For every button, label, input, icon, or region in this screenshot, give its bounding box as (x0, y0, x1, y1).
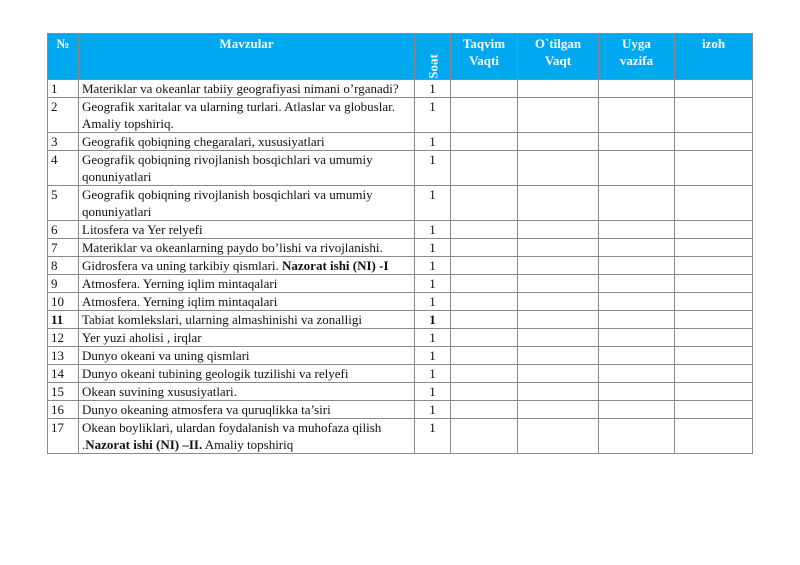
table-row (48, 329, 753, 347)
topic-text: Litosfera va Yer relyefi (82, 222, 203, 237)
row-notes (675, 133, 753, 151)
row-passed-time (518, 257, 599, 275)
topic-after-text: Amaliy topshiriq (202, 437, 294, 452)
row-calendar-time (451, 98, 518, 133)
row-passed-time (518, 98, 599, 133)
table-row (48, 347, 753, 365)
row-number: 3 (48, 133, 79, 151)
row-hours: 1 (415, 419, 451, 454)
table-row (48, 401, 753, 419)
row-number: 11 (48, 311, 79, 329)
row-calendar-time (451, 419, 518, 454)
row-notes (675, 383, 753, 401)
row-hours: 1 (415, 347, 451, 365)
row-notes (675, 365, 753, 383)
row-calendar-time (451, 293, 518, 311)
header-homework-line2: vazifa (619, 53, 654, 68)
table-row (48, 98, 753, 133)
row-number: 6 (48, 221, 79, 239)
table-row (48, 186, 753, 221)
row-passed-time (518, 311, 599, 329)
row-topic (79, 186, 415, 221)
row-topic (79, 221, 415, 239)
row-calendar-time (451, 383, 518, 401)
row-passed-time (518, 347, 599, 365)
topic-text: Materiklar va okeanlar tabiiy geografiyasi nimani o’rganadi? (82, 81, 399, 96)
row-hours: 1 (415, 257, 451, 275)
row-topic (79, 401, 415, 419)
row-notes (675, 257, 753, 275)
row-number: 7 (48, 239, 79, 257)
row-calendar-time (451, 239, 518, 257)
topic-text: Okean boyliklari, ulardan foydalanish va muhofaza qilish . (82, 420, 382, 452)
row-topic (79, 239, 415, 257)
row-topic (79, 419, 415, 454)
table-row (48, 365, 753, 383)
row-calendar-time (451, 347, 518, 365)
row-notes (675, 151, 753, 186)
row-notes (675, 419, 753, 454)
table-row (48, 383, 753, 401)
row-calendar-time (451, 275, 518, 293)
row-topic (79, 293, 415, 311)
row-calendar-time (451, 221, 518, 239)
table-row (48, 419, 753, 454)
row-notes (675, 329, 753, 347)
row-hours: 1 (415, 365, 451, 383)
row-topic (79, 383, 415, 401)
table-row (48, 221, 753, 239)
row-hours: 1 (415, 98, 451, 133)
row-topic (79, 311, 415, 329)
header-homework-line1: Uyga (622, 36, 651, 51)
row-calendar-time (451, 186, 518, 221)
row-passed-time (518, 275, 599, 293)
row-number: 8 (48, 257, 79, 275)
header-row (48, 34, 753, 80)
row-passed-time (518, 133, 599, 151)
header-homework (599, 34, 675, 80)
row-notes (675, 347, 753, 365)
table-row (48, 293, 753, 311)
row-notes (675, 311, 753, 329)
row-homework (599, 275, 675, 293)
row-topic (79, 257, 415, 275)
row-calendar-time (451, 80, 518, 98)
table-row (48, 133, 753, 151)
row-homework (599, 401, 675, 419)
row-calendar-time (451, 401, 518, 419)
row-homework (599, 80, 675, 98)
row-hours: 1 (415, 221, 451, 239)
row-passed-time (518, 221, 599, 239)
row-calendar-time (451, 151, 518, 186)
row-calendar-time (451, 311, 518, 329)
row-homework (599, 151, 675, 186)
row-number: 13 (48, 347, 79, 365)
lesson-plan-table (47, 33, 753, 454)
row-homework (599, 329, 675, 347)
row-topic (79, 98, 415, 133)
row-number: 9 (48, 275, 79, 293)
topic-bold-text: Nazorat ishi (NI) -I (282, 258, 389, 273)
topic-text: Okean suvining xususiyatlari. (82, 384, 237, 399)
topic-text: Dunyo okeani va uning qismlari (82, 348, 250, 363)
row-topic (79, 151, 415, 186)
row-topic (79, 275, 415, 293)
row-passed-time (518, 293, 599, 311)
topic-bold-text: Nazorat ishi (NI) –II. (85, 437, 203, 452)
row-hours: 1 (415, 311, 451, 329)
row-hours: 1 (415, 401, 451, 419)
row-hours: 1 (415, 329, 451, 347)
header-notes: izoh (675, 34, 753, 80)
row-number: 5 (48, 186, 79, 221)
header-number: № (48, 34, 79, 80)
row-number: 15 (48, 383, 79, 401)
row-passed-time (518, 329, 599, 347)
header-passed-time (518, 34, 599, 80)
row-notes (675, 401, 753, 419)
row-number: 16 (48, 401, 79, 419)
row-passed-time (518, 365, 599, 383)
topic-text: Materiklar va okeanlarning paydo bo’lishi va rivojlanishi. (82, 240, 383, 255)
row-topic (79, 329, 415, 347)
row-hours: 1 (415, 151, 451, 186)
row-topic (79, 365, 415, 383)
row-homework (599, 221, 675, 239)
row-calendar-time (451, 365, 518, 383)
row-calendar-time (451, 133, 518, 151)
row-homework (599, 311, 675, 329)
row-homework (599, 293, 675, 311)
topic-text: Geografik xaritalar va ularning turlari. Atlaslar va globuslar. Amaliy topshiriq. (82, 99, 395, 131)
topic-text: Geografik qobiqning chegaralari, xususiyatlari (82, 134, 325, 149)
row-topic (79, 80, 415, 98)
row-topic (79, 347, 415, 365)
topic-text: Atmosfera. Yerning iqlim mintaqalari (82, 276, 278, 291)
table-row (48, 275, 753, 293)
header-calendar-line2: Vaqti (469, 53, 499, 68)
row-number: 1 (48, 80, 79, 98)
row-number: 4 (48, 151, 79, 186)
row-passed-time (518, 239, 599, 257)
row-calendar-time (451, 329, 518, 347)
topic-text: Dunyo okeani tubining geologik tuzilishi va relyefi (82, 366, 349, 381)
row-hours: 1 (415, 293, 451, 311)
row-hours: 1 (415, 80, 451, 98)
row-homework (599, 257, 675, 275)
row-number: 12 (48, 329, 79, 347)
row-notes (675, 80, 753, 98)
row-passed-time (518, 401, 599, 419)
row-homework (599, 186, 675, 221)
header-passed-line1: O`tilgan (534, 36, 582, 51)
row-notes (675, 186, 753, 221)
row-homework (599, 98, 675, 133)
row-calendar-time (451, 257, 518, 275)
row-hours: 1 (415, 275, 451, 293)
row-notes (675, 239, 753, 257)
header-calendar-line1: Taqvim (462, 36, 506, 51)
topic-text: Gidrosfera va uning tarkibiy qismlari. (82, 258, 283, 273)
header-hours-label: Soat (425, 54, 440, 79)
row-passed-time (518, 383, 599, 401)
table-row (48, 239, 753, 257)
row-number: 10 (48, 293, 79, 311)
row-hours: 1 (415, 383, 451, 401)
row-homework (599, 133, 675, 151)
row-homework (599, 239, 675, 257)
row-homework (599, 383, 675, 401)
row-hours: 1 (415, 133, 451, 151)
row-topic (79, 133, 415, 151)
row-hours: 1 (415, 239, 451, 257)
row-notes (675, 98, 753, 133)
topic-text: Geografik qobiqning rivojlanish bosqichlari va umumiy qonuniyatlari (82, 152, 373, 184)
row-number: 17 (48, 419, 79, 454)
topic-text: Dunyo okeaning atmosfera va quruqlikka ta’siri (82, 402, 331, 417)
header-passed-line2: Vaqt (544, 53, 572, 68)
topic-text: Yer yuzi aholisi , irqlar (82, 330, 202, 345)
row-notes (675, 221, 753, 239)
row-number: 14 (48, 365, 79, 383)
row-homework (599, 365, 675, 383)
row-homework (599, 347, 675, 365)
row-number: 2 (48, 98, 79, 133)
header-hours (415, 34, 451, 80)
header-topics: Mavzular (79, 34, 415, 80)
row-notes (675, 275, 753, 293)
header-calendar-time (451, 34, 518, 80)
table-row (48, 257, 753, 275)
topic-text: Geografik qobiqning rivojlanish bosqichlari va umumiy qonuniyatlari (82, 187, 373, 219)
row-passed-time (518, 186, 599, 221)
row-passed-time (518, 80, 599, 98)
table-row (48, 311, 753, 329)
row-passed-time (518, 151, 599, 186)
row-homework (599, 419, 675, 454)
row-notes (675, 293, 753, 311)
topic-text: Tabiat komlekslari, ularning almashinishi va zonalligi (82, 312, 362, 327)
table-row (48, 80, 753, 98)
row-hours: 1 (415, 186, 451, 221)
table-row (48, 151, 753, 186)
row-passed-time (518, 419, 599, 454)
topic-text: Atmosfera. Yerning iqlim mintaqalari (82, 294, 278, 309)
